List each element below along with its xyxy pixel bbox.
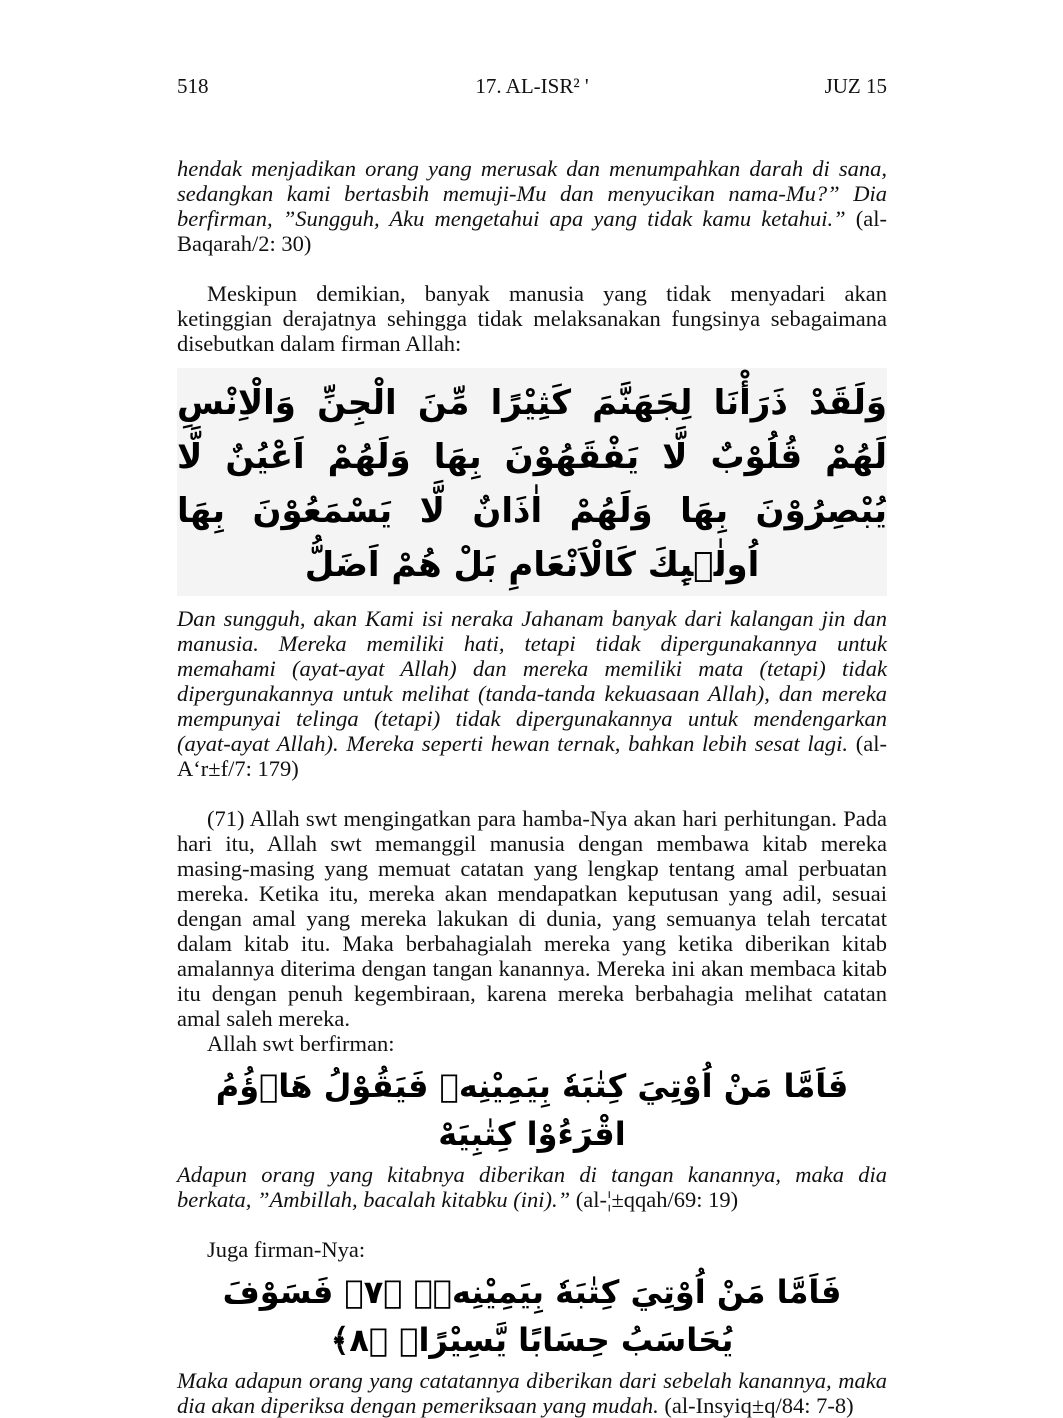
translation-text: hendak menjadikan orang yang merusak dan menumpahkan darah di sana, sedangkan kami bertasbih memuji-Mu dan menyucikan nama-Mu?” Dia berfirman, ”Sungguh, Aku mengetahui apa yang tidak kamu ketahui.”	[177, 156, 887, 231]
paragraph-commentary: Meskipun demikian, banyak manusia yang tidak menyadari akan ketinggian derajatnya sehingga tidak melaksanakan fungsinya sebagaimana disebutkan dalam firman Allah:	[177, 281, 887, 356]
translation-text: Dan sungguh, akan Kami isi neraka Jahanam banyak dari kalangan jin dan manusia. Mereka memiliki hati, tetapi tidak dipergunakannya untuk memahami (ayat-ayat Allah) dan mereka memiliki mata (tetapi) tidak dipergunakannya untuk melihat (tanda-tanda kekuasaan Allah), dan mereka mempunyai telinga (tetapi) tidak dipergunakannya untuk mendengarkan (ayat-ayat Allah). Mereka seperti hewan ternak, bahkan lebih sesat lagi.	[177, 606, 887, 756]
paragraph-intro-verse: Allah swt berfirman:	[207, 1031, 395, 1056]
verse-reference: (al-Baqarah/2: 30)	[177, 206, 887, 256]
arabic-verse-haqqah: فَاَمَّا مَنْ اُوْتِيَ كِتٰبَهٗ بِيَمِيْنِهٖ فَيَقُوْلُ هَاۤؤُمُ اقْرَءُوْا كِتٰبِيَهْ	[215, 1067, 849, 1153]
juz-label: JUZ 15	[824, 74, 887, 98]
paragraph-translation-insyiqaq	[177, 1368, 887, 1418]
paragraph-translation-haqqah	[177, 1162, 887, 1212]
paragraph-intro-verse-2: Juga firman-Nya:	[207, 1237, 366, 1262]
translation-text: Adapun orang yang kitabnya diberikan di tangan kanannya, maka dia berkata, ”Ambillah, bacalah kitabku (ini).”	[177, 1162, 887, 1212]
paragraph-translation-baqarah	[177, 156, 887, 256]
arabic-line-2: يُبْصِرُوْنَ بِهَا وَلَهُمْ اٰذَانٌ لَّا يَسْمَعُوْنَ بِهَا اُولٰۤىِٕكَ كَالْاَنْعَامِ بَلْ هُمْ اَضَلُّ	[177, 491, 887, 585]
surah-title: 17. AL-ISR² '	[475, 74, 589, 98]
paragraph-translation-araf	[177, 606, 887, 781]
paragraph-commentary-71: (71) Allah swt mengingatkan para hamba-Nya akan hari perhitungan. Pada hari itu, Allah swt memanggil manusia dengan membawa kitab mereka masing-masing yang memuat catatan yang lengkap tentang amal perbuatan mereka. Ketika itu, mereka akan mendapatkan keputusan yang adil, sesuai dengan amal yang mereka lakukan di dunia, yang semuanya telah tercatat dalam kitab itu. Maka berbahagialah mereka yang ketika diberikan kitab amalannya diterima dengan tangan kanannya. Mereka ini akan membaca kitab itu dengan penuh kegembiraan, karena mereka berbahagia melihat catatan amal saleh mereka.	[177, 806, 887, 1031]
verse-reference: (al-Insyiq±q/84: 7-8)	[658, 1393, 854, 1418]
arabic-line-1: وَلَقَدْ ذَرَأْنَا لِجَهَنَّمَ كَثِيْرًا مِّنَ الْجِنِّ وَالْاِنْسِ لَهُمْ قُلُوْبٌ لَّا يَفْقَهُوْنَ بِهَا وَلَهُمْ اَعْيُنٌ لَّا	[177, 383, 887, 477]
page-body	[177, 156, 887, 1418]
arabic-verse-insyiqaq: فَاَمَّا مَنْ اُوْتِيَ كِتٰبَهٗ بِيَمِيْنِهٖۙ ﴿٧﴾ فَسَوْفَ يُحَاسَبُ حِسَابًا يَّسِيْرًاۙ ﴿٨﴾	[222, 1273, 842, 1359]
verse-reference: (al-A‘r±f/7: 179)	[177, 731, 887, 781]
verse-reference: (al-¦±qqah/69: 19)	[570, 1187, 739, 1212]
arabic-verse-araf	[177, 368, 887, 596]
page-header	[177, 74, 887, 104]
page-number: 518	[177, 74, 209, 98]
translation-text: Maka adapun orang yang catatannya diberikan dari sebelah kanannya, maka dia akan diperiksa dengan pemeriksaan yang mudah.	[177, 1368, 887, 1418]
